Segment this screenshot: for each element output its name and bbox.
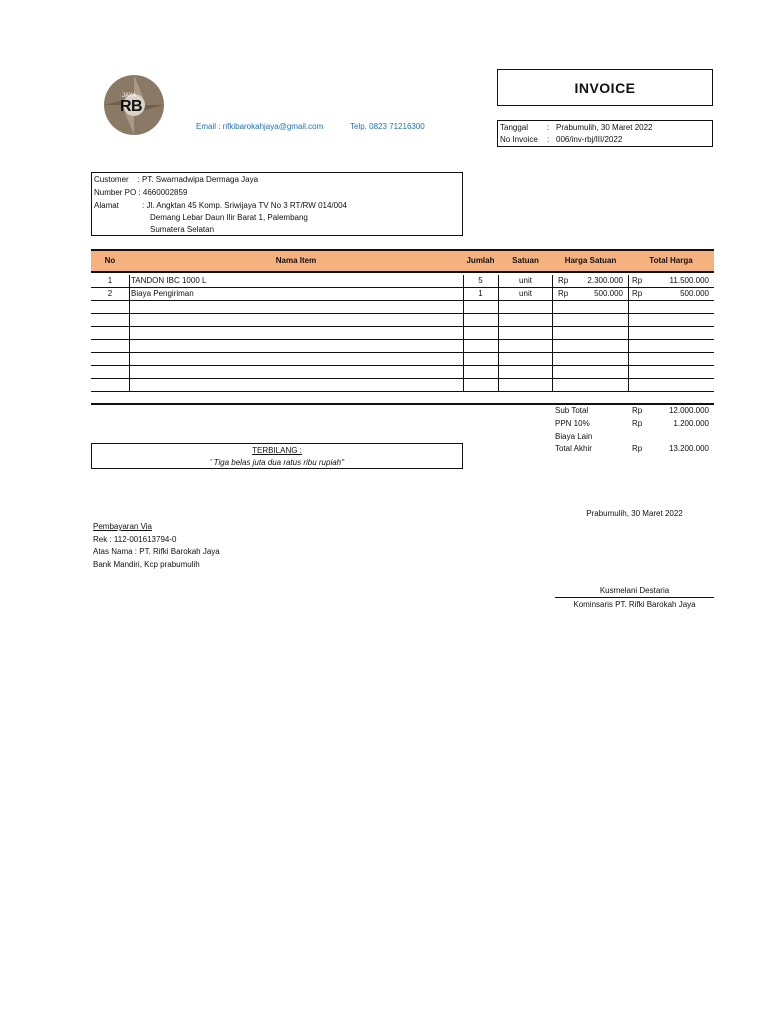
address-label: Alamat [94,201,119,210]
company-email: Email : rifkibarokahjaya@gmail.com [196,122,324,131]
ppn-label: PPN 10% [555,419,590,428]
payment-account-name: Atas Nama : PT. Rifki Barokah Jaya [93,547,220,556]
invoice-number-label: No Invoice [500,135,538,144]
table-header [91,251,714,271]
cell-unit: unit [519,289,532,298]
cell-item: TANDON IBC 1000 L [131,276,207,285]
payment-bank: Bank Mandiri, Kcp prabumulih [93,560,200,569]
company-logo [103,75,165,135]
table-row [91,366,714,379]
cell-total: 500.000 [680,289,709,298]
cell-no: 2 [107,289,113,298]
separator: : [547,135,550,144]
invoice-date-label: Tanggal [500,123,529,132]
cell-price: 2.300.000 [587,276,623,285]
ppn-value: 1.200.000 [673,419,709,428]
cell-price-currency: Rp [558,276,569,285]
header-total: Total Harga [649,256,693,265]
cell-price: 500.000 [594,289,623,298]
cell-qty: 5 [478,276,483,285]
cell-total-currency: Rp [632,289,643,298]
table-row [91,314,714,327]
table-row [91,288,714,301]
address-line-3: Sumatera Selatan [150,225,215,234]
final-total-value: 13.200.000 [668,444,709,453]
terbilang-text: ' Tiga belas juta dua ratus ribu rupiah'' [209,458,345,467]
invoice-number-value: 006/inv-rbj/III/2022 [556,135,623,144]
other-cost-label: Biaya Lain [555,432,593,441]
final-total-currency: Rp [632,444,643,453]
table-row [91,301,714,314]
logo-text: RB [120,98,143,115]
payment-account: Rek : 112-001613794-0 [93,535,177,544]
final-total-label: Total Akhir [555,444,592,453]
subtotal-currency: Rp [632,406,643,415]
cell-qty: 1 [478,289,483,298]
header-price: Harga Satuan [564,256,617,265]
invoice-meta [497,120,713,147]
table-row [91,379,714,392]
po-number: Number PO : 4660002859 [94,188,188,197]
address-line-2: Demang Lebar Daun Ilir Barat 1, Palembang [150,213,308,222]
header-item: Nama Item [275,256,317,265]
address-line-1: : Jl. Angktan 45 Komp. Sriwijaya TV No 3 RT/RW 014/004 [142,201,347,210]
header-qty: Jumlah [466,256,495,265]
logo-small-text: JAYA [122,93,137,99]
signature-name: Kusmelani Destaria [599,586,670,595]
terbilang-box [91,443,463,469]
cell-total: 11.500.000 [669,276,709,285]
header-unit: Satuan [512,256,539,265]
cell-item: Biaya Pengiriman [131,289,194,298]
invoice-number-row [500,134,622,146]
customer-name: Customer : PT. Swarnadwipa Dermaga Jaya [94,175,259,184]
payment-title: Pembayaran Via [93,522,152,531]
signature-place-date: Prabumulih, 30 Maret 2022 [586,509,683,518]
customer-box [91,172,463,236]
invoice-title: INVOICE [497,69,713,106]
ppn-currency: Rp [632,419,643,428]
cell-unit: unit [519,276,532,285]
invoice-date-row [500,122,653,134]
final-total-row [555,443,715,455]
table-row [91,327,714,340]
company-phone: Telp. 0823 71216300 [350,122,425,131]
separator: : [547,123,550,132]
table-row [91,275,714,288]
cell-total-currency: Rp [632,276,643,285]
subtotal-label: Sub Total [555,406,589,415]
ppn-row [555,418,715,430]
header-no: No [104,256,116,265]
table-row [91,353,714,366]
invoice-date-value: Prabumulih, 30 Maret 2022 [556,123,653,132]
other-cost-row [555,431,715,443]
terbilang-label: TERBILANG : [252,446,302,455]
signature-position: Kominsaris PT. Rifki Barokah Jaya [573,600,696,609]
cell-no: 1 [107,276,113,285]
table-row [91,340,714,353]
subtotal-value: 12.000.000 [668,406,709,415]
cell-price-currency: Rp [558,289,569,298]
subtotal-row [555,405,715,417]
signature-line [555,597,714,598]
